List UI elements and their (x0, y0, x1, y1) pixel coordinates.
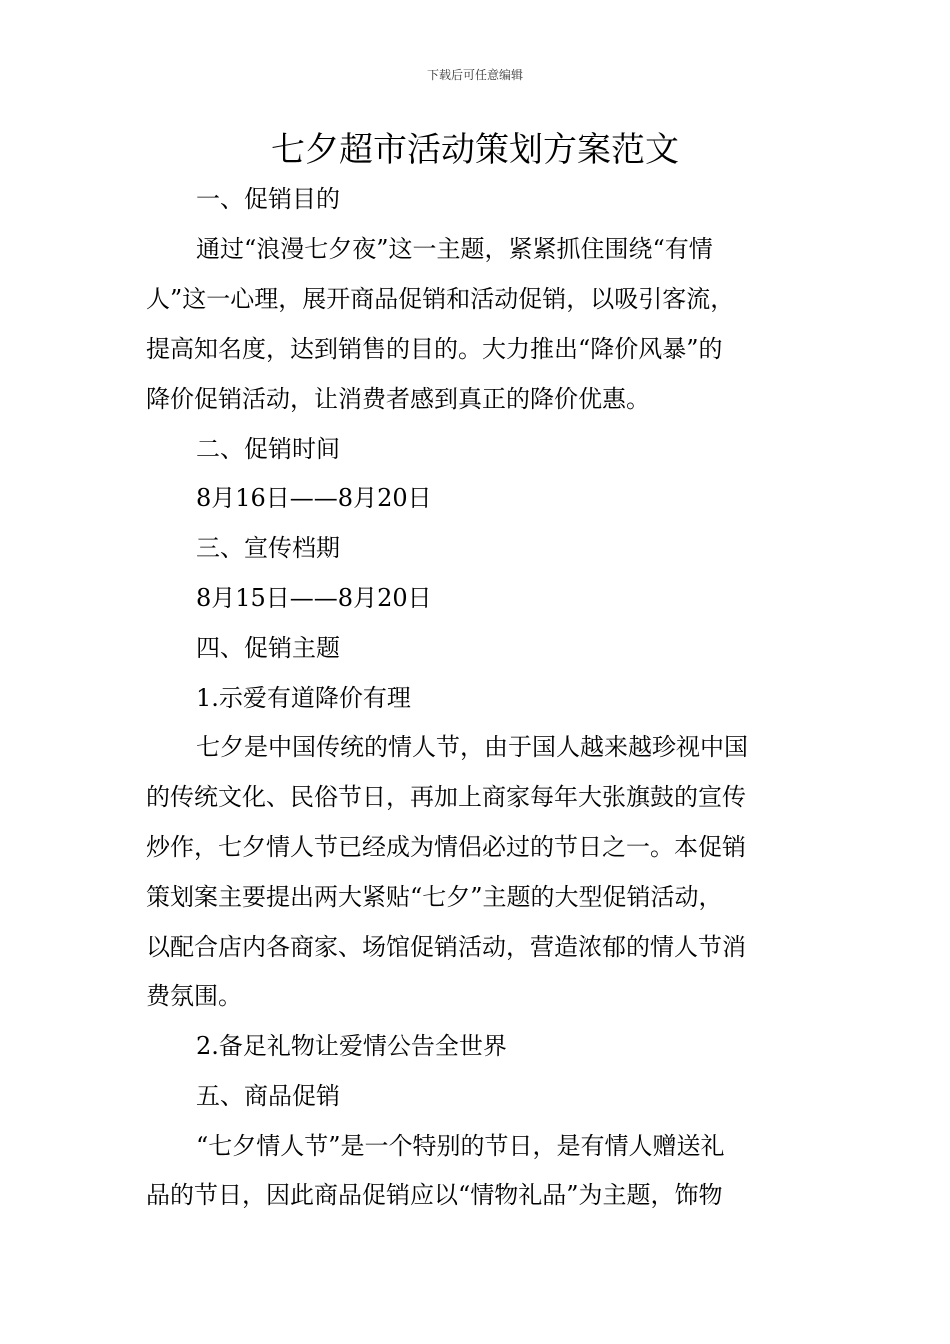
paragraph-line: 人”这一心理，展开商品促销和活动促销，以吸引客流， (146, 285, 735, 313)
subheading-1: 1.示爱有道降价有理 (196, 684, 411, 712)
paragraph-line: 通过“浪漫七夕夜”这一主题，紧紧抓住围绕“有情 (196, 235, 713, 263)
section-heading-5: 五、商品促销 (196, 1082, 340, 1110)
paragraph-line: 炒作，七夕情人节已经成为情侣必过的节日之一。本促销 (146, 833, 746, 861)
section-heading-3: 三、宣传档期 (196, 534, 340, 562)
paragraph-line: 策划案主要提出两大紧贴“七夕”主题的大型促销活动， (146, 883, 723, 911)
paragraph-line: 提高知名度，达到销售的目的。大力推出“降价风暴”的 (146, 335, 723, 363)
paragraph-line: 七夕是中国传统的情人节，由于国人越来越珍视中国 (196, 733, 748, 761)
paragraph-line: 的传统文化、民俗节日，再加上商家每年大张旗鼓的宣传 (146, 783, 746, 811)
document-title: 七夕超市活动策划方案范文 (271, 130, 679, 170)
paragraph-line: 降价促销活动，让消费者感到真正的降价优惠。 (146, 385, 650, 413)
date-range-publicity: 8月15日——8月20日 (196, 584, 432, 612)
paragraph-line: 以配合店内各商家、场馆促销活动，营造浓郁的情人节消 (146, 933, 746, 961)
section-heading-1: 一、促销目的 (196, 185, 340, 213)
subheading-2: 2.备足礼物让爱情公告全世界 (196, 1032, 507, 1060)
section-heading-2: 二、促销时间 (196, 435, 340, 463)
section-heading-4: 四、促销主题 (196, 634, 340, 662)
header-note: 下载后可任意编辑 (426, 68, 523, 82)
paragraph-line: 品的节日，因此商品促销应以“情物礼品”为主题，饰物 (146, 1181, 723, 1209)
paragraph-line: “七夕情人节”是一个特别的节日，是有情人赠送礼 (196, 1132, 725, 1160)
date-range-promo: 8月16日——8月20日 (196, 484, 432, 512)
paragraph-line: 费氛围。 (146, 982, 242, 1010)
